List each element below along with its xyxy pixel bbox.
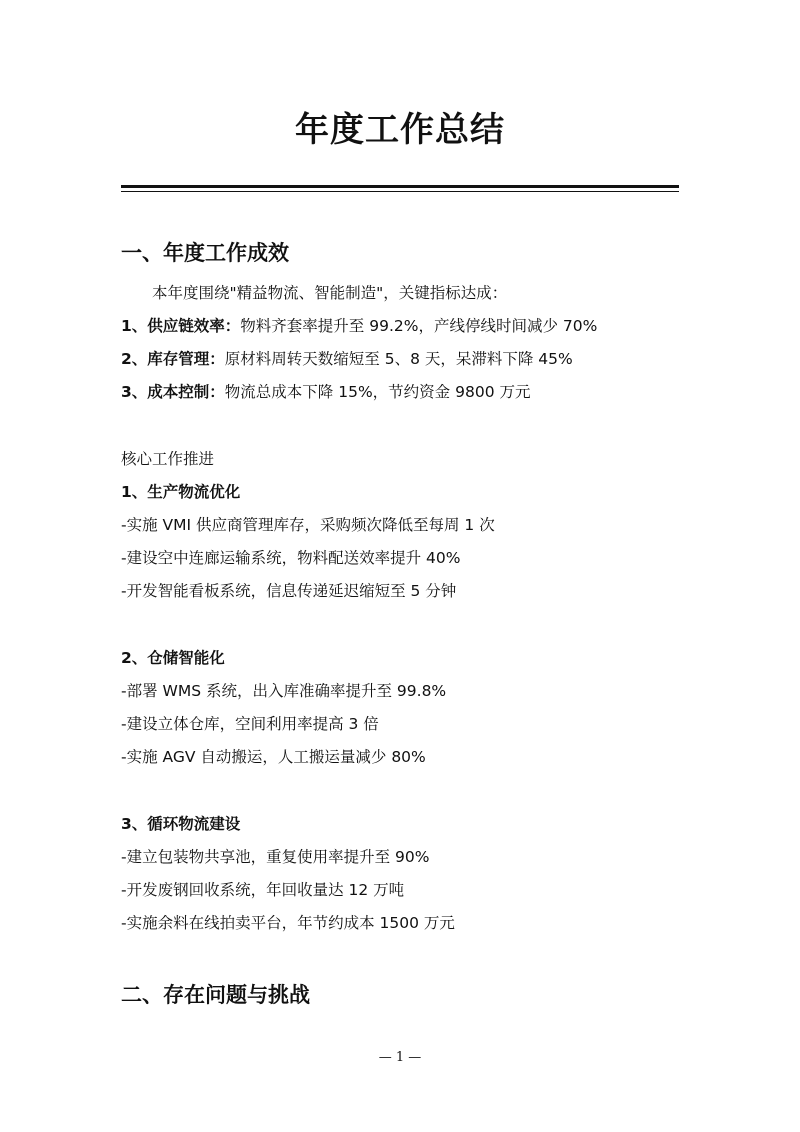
list-item: -建设立体仓库，空间利用率提高 3 倍 (121, 715, 379, 733)
list-item: -开发废钢回收系统，年回收量达 12 万吨 (121, 881, 405, 899)
section-intro: 本年度围绕"精益物流、智能制造"，关键指标达成： (152, 284, 508, 302)
list-item: -建立包装物共享池，重复使用率提升至 90% (121, 848, 430, 866)
title-divider-thick (121, 185, 679, 188)
core-work-heading: 核心工作推进 (121, 450, 215, 468)
page-number: — 1 — (378, 1050, 422, 1065)
list-item: -部署 WMS 系统，出入库准确率提升至 99.8% (121, 682, 447, 700)
section-heading-2: 二、存在问题与挑战 (121, 983, 310, 1007)
kpi-label: 1、供应链效率： (121, 317, 241, 335)
kpi-label: 2、库存管理： (121, 350, 225, 368)
section-heading-1: 一、年度工作成效 (121, 241, 289, 265)
kpi-text: 原材料周转天数缩短至 5、8 天，呆滞料下降 45% (224, 350, 573, 368)
list-item: -开发智能看板系统，信息传递延迟缩短至 5 分钟 (121, 582, 457, 600)
list-item: -实施 AGV 自动搬运，人工搬运量减少 80% (121, 748, 426, 766)
list-item: -建设空中连廊运输系统，物料配送效率提升 40% (121, 549, 461, 567)
kpi-text: 物流总成本下降 15%，节约资金 9800 万元 (224, 383, 531, 401)
list-item: -实施余料在线拍卖平台，年节约成本 1500 万元 (121, 914, 455, 932)
group-title: 2、仓储智能化 (121, 649, 225, 667)
kpi-item (121, 348, 573, 370)
page-title: 年度工作总结 (295, 110, 505, 150)
group-title: 3、循环物流建设 (121, 815, 241, 833)
kpi-label: 3、成本控制： (121, 383, 225, 401)
kpi-item (121, 381, 530, 403)
group-title: 1、生产物流优化 (121, 483, 241, 501)
kpi-item (121, 315, 597, 337)
title-divider-thin (121, 191, 679, 192)
list-item: -实施 VMI 供应商管理库存，采购频次降低至每周 1 次 (121, 516, 495, 534)
kpi-text: 物料齐套率提升至 99.2%，产线停线时间减少 70% (240, 317, 598, 335)
